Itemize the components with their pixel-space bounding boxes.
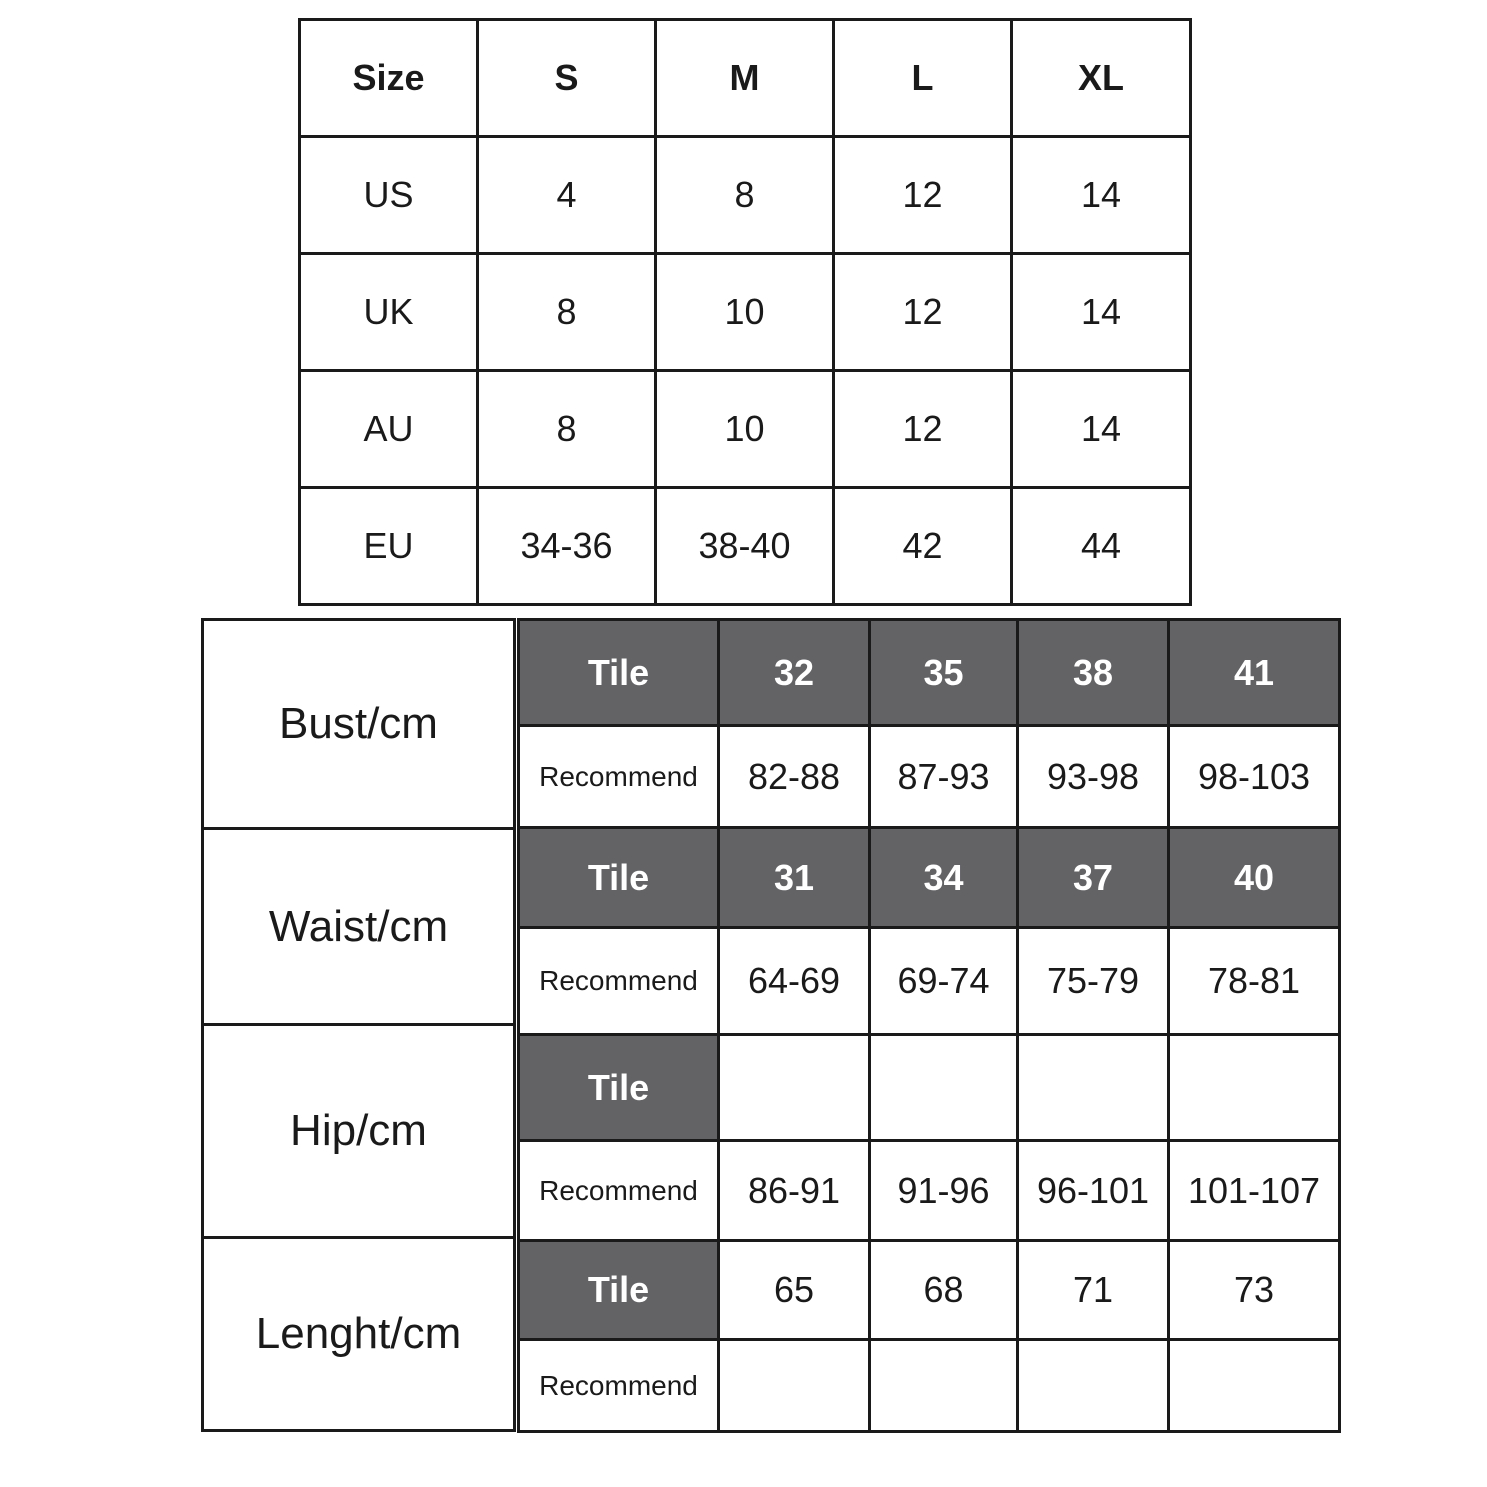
size-header-cell: S <box>478 20 656 137</box>
size-header-cell: XL <box>1012 20 1191 137</box>
recommend-value <box>719 1340 870 1432</box>
tile-value: 31 <box>719 828 870 928</box>
size-value: 8 <box>656 137 834 254</box>
tile-label: Tile <box>519 1035 719 1141</box>
recommend-value: 82-88 <box>719 726 870 828</box>
size-value: 42 <box>834 488 1012 605</box>
size-value: 10 <box>656 254 834 371</box>
size-header-cell: L <box>834 20 1012 137</box>
measurement-label-length: Lenght/cm <box>203 1238 515 1431</box>
recommend-value <box>870 1340 1018 1432</box>
size-value: 14 <box>1012 371 1191 488</box>
tile-value: 65 <box>719 1241 870 1340</box>
tile-value: 37 <box>1018 828 1169 928</box>
size-value: 4 <box>478 137 656 254</box>
tile-label: Tile <box>519 620 719 726</box>
tile-row-bust <box>519 620 1340 726</box>
size-header-cell: M <box>656 20 834 137</box>
size-value: 44 <box>1012 488 1191 605</box>
size-value: 12 <box>834 371 1012 488</box>
recommend-value: 98-103 <box>1169 726 1340 828</box>
size-row-au <box>300 371 1191 488</box>
recommend-value: 101-107 <box>1169 1141 1340 1241</box>
recommend-value: 69-74 <box>870 928 1018 1035</box>
size-value: 34-36 <box>478 488 656 605</box>
recommend-value: 78-81 <box>1169 928 1340 1035</box>
tile-row-hip <box>519 1035 1340 1141</box>
measurement-values <box>517 618 1341 1433</box>
size-conversion-table <box>298 18 1192 606</box>
size-header-cell: Size <box>300 20 478 137</box>
size-value: 12 <box>834 137 1012 254</box>
recommend-label: Recommend <box>519 1141 719 1241</box>
size-region-label: US <box>300 137 478 254</box>
tile-value: 40 <box>1169 828 1340 928</box>
size-row-us <box>300 137 1191 254</box>
recommend-value: 96-101 <box>1018 1141 1169 1241</box>
tile-label: Tile <box>519 828 719 928</box>
tile-value: 35 <box>870 620 1018 726</box>
size-region-label: UK <box>300 254 478 371</box>
size-region-label: AU <box>300 371 478 488</box>
recommend-row-length <box>519 1340 1340 1432</box>
recommend-value <box>1169 1340 1340 1432</box>
recommend-value: 75-79 <box>1018 928 1169 1035</box>
measurement-label-hip: Hip/cm <box>203 1025 515 1238</box>
tile-value: 41 <box>1169 620 1340 726</box>
recommend-value <box>1018 1340 1169 1432</box>
tile-value <box>1018 1035 1169 1141</box>
recommend-label: Recommend <box>519 928 719 1035</box>
tile-value: 73 <box>1169 1241 1340 1340</box>
size-value: 8 <box>478 371 656 488</box>
recommend-value: 91-96 <box>870 1141 1018 1241</box>
measurement-label-bust: Bust/cm <box>203 620 515 829</box>
size-value: 12 <box>834 254 1012 371</box>
size-row-uk <box>300 254 1191 371</box>
tile-value: 38 <box>1018 620 1169 726</box>
size-value: 10 <box>656 371 834 488</box>
recommend-row-hip <box>519 1141 1340 1241</box>
size-region-label: EU <box>300 488 478 605</box>
recommend-value: 64-69 <box>719 928 870 1035</box>
recommend-row-waist <box>519 928 1340 1035</box>
size-value: 38-40 <box>656 488 834 605</box>
size-value: 14 <box>1012 254 1191 371</box>
tile-row-length <box>519 1241 1340 1340</box>
tile-label: Tile <box>519 1241 719 1340</box>
measurement-label-waist: Waist/cm <box>203 829 515 1025</box>
size-value: 14 <box>1012 137 1191 254</box>
recommend-value: 87-93 <box>870 726 1018 828</box>
tile-row-waist <box>519 828 1340 928</box>
recommend-value: 86-91 <box>719 1141 870 1241</box>
tile-value <box>1169 1035 1340 1141</box>
recommend-label: Recommend <box>519 1340 719 1432</box>
tile-value <box>719 1035 870 1141</box>
tile-value: 32 <box>719 620 870 726</box>
tile-value <box>870 1035 1018 1141</box>
tile-value: 68 <box>870 1241 1018 1340</box>
recommend-row-bust <box>519 726 1340 828</box>
measurement-chart <box>201 618 1338 1429</box>
tile-value: 71 <box>1018 1241 1169 1340</box>
recommend-label: Recommend <box>519 726 719 828</box>
recommend-value: 93-98 <box>1018 726 1169 828</box>
size-header-row <box>300 20 1191 137</box>
size-value: 8 <box>478 254 656 371</box>
tile-value: 34 <box>870 828 1018 928</box>
size-row-eu <box>300 488 1191 605</box>
measurement-labels <box>201 618 516 1432</box>
